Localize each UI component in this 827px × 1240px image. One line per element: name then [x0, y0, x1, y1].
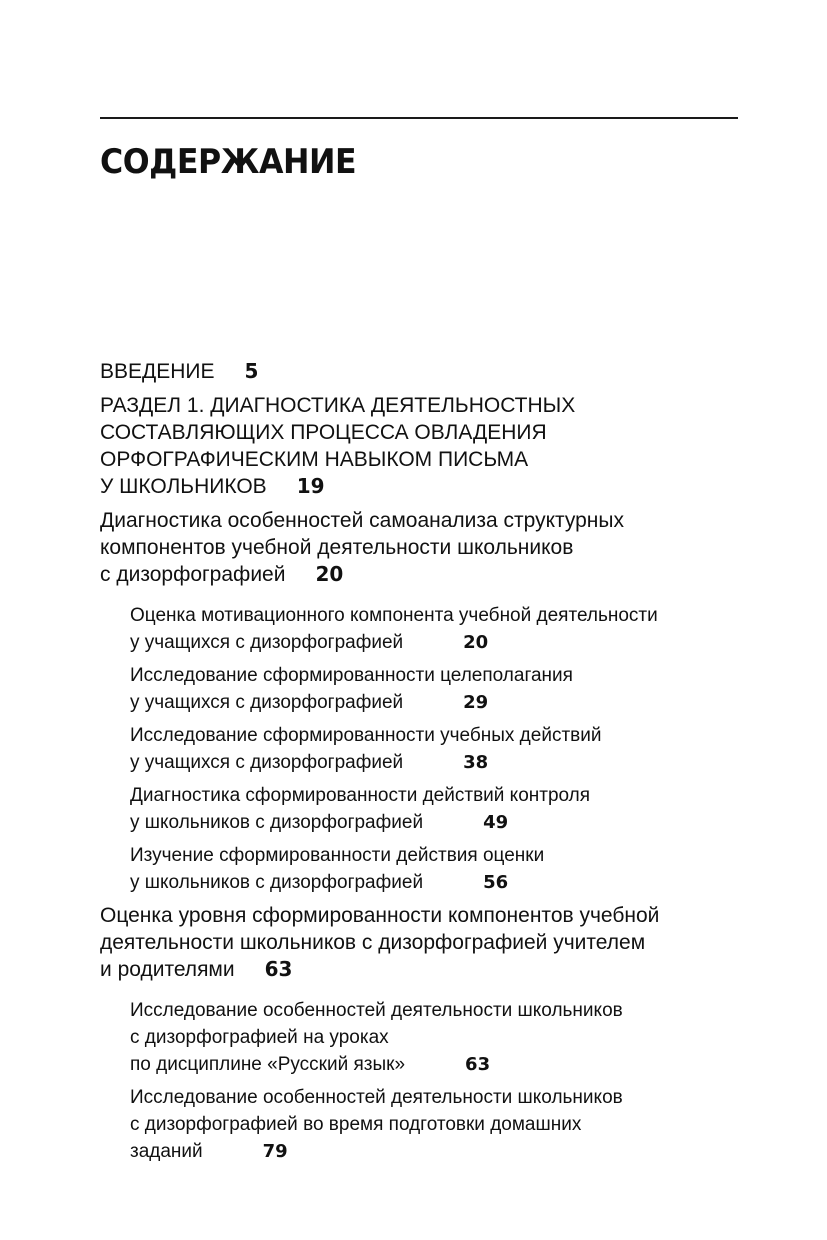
toc-entry-text: с дизорфографией	[100, 563, 286, 586]
toc-entry-text: Диагностика особенностей самоанализа структурных	[100, 509, 624, 532]
toc-entry-text: У ШКОЛЬНИКОВ	[100, 475, 267, 498]
toc-entry-line	[100, 446, 760, 473]
toc-entry-text: Исследование особенностей деятельности школьников	[130, 1087, 623, 1108]
toc-entry-line	[100, 956, 760, 983]
toc-entry-text: у школьников с дизорфографией	[130, 812, 424, 833]
toc-page-number: 20	[463, 632, 489, 653]
top-rule	[100, 117, 738, 119]
toc-entry[interactable]	[130, 1084, 760, 1165]
toc-entry-line	[130, 869, 760, 896]
toc-entry-text: Диагностика сформированности действий контроля	[130, 785, 591, 806]
toc-entry-text: ОРФОГРАФИЧЕСКИМ НАВЫКОМ ПИСЬМА	[100, 448, 529, 471]
table-of-contents	[100, 358, 760, 1171]
toc-page-number: 5	[244, 359, 259, 383]
toc-entry-line	[130, 782, 760, 809]
toc-entry-line	[130, 809, 760, 836]
toc-entry-line	[130, 1138, 760, 1165]
toc-entry-text: компонентов учебной деятельности школьников	[100, 536, 574, 559]
toc-page-number: 79	[262, 1141, 288, 1162]
toc-entry-text: Оценка мотивационного компонента учебной деятельности	[130, 605, 658, 626]
toc-entry-line	[100, 392, 760, 419]
page-title: СОДЕРЖАНИЕ	[100, 142, 357, 182]
toc-entry-text: с дизорфографией на уроках	[130, 1027, 389, 1048]
toc-entry-line	[100, 534, 760, 561]
toc-entry-text: Оценка уровня сформированности компонентов учебной	[100, 904, 660, 927]
toc-entry[interactable]	[130, 782, 760, 836]
toc-entry-line	[100, 507, 760, 534]
toc-page-number: 20	[315, 562, 344, 586]
toc-entry-text: Исследование особенностей деятельности школьников	[130, 1000, 623, 1021]
toc-page-number: 19	[296, 474, 325, 498]
toc-page-number: 29	[463, 692, 489, 713]
toc-page-number: 63	[264, 957, 293, 981]
toc-page-number: 56	[483, 872, 509, 893]
toc-entry[interactable]	[130, 602, 760, 656]
toc-page-number: 63	[465, 1054, 491, 1075]
toc-entry-line	[130, 629, 760, 656]
toc-entry-line	[130, 1024, 760, 1051]
toc-entry-line	[100, 902, 760, 929]
toc-entry-line	[130, 689, 760, 716]
toc-entry-text: у школьников с дизорфографией	[130, 872, 424, 893]
toc-entry-line	[130, 1084, 760, 1111]
toc-entry-text: ВВЕДЕНИЕ	[100, 360, 215, 383]
toc-entry-line	[130, 722, 760, 749]
toc-entry-line	[100, 358, 760, 385]
toc-entry-line	[130, 662, 760, 689]
toc-entry-line	[100, 419, 760, 446]
toc-entry-text: Исследование сформированности учебных действий	[130, 725, 602, 746]
toc-entry-line	[130, 842, 760, 869]
toc-entry[interactable]	[130, 997, 760, 1078]
toc-entry-text: заданий	[130, 1141, 203, 1162]
toc-entry[interactable]	[100, 358, 760, 385]
toc-entry[interactable]	[130, 842, 760, 896]
toc-entry-line	[130, 997, 760, 1024]
toc-entry-text: по дисциплине «Русский язык»	[130, 1054, 406, 1075]
toc-entry[interactable]	[100, 902, 760, 983]
toc-entry-text: у учащихся с дизорфографией	[130, 692, 404, 713]
toc-entry-text: у учащихся с дизорфографией	[130, 752, 404, 773]
toc-entry-line	[100, 561, 760, 588]
toc-entry-text: РАЗДЕЛ 1. ДИАГНОСТИКА ДЕЯТЕЛЬНОСТНЫХ	[100, 394, 576, 417]
toc-entry[interactable]	[100, 507, 760, 588]
toc-entry-line	[100, 929, 760, 956]
toc-entry-line	[130, 749, 760, 776]
toc-entry-text: Исследование сформированности целеполагания	[130, 665, 573, 686]
toc-page-number: 49	[483, 812, 509, 833]
toc-entry-text: у учащихся с дизорфографией	[130, 632, 404, 653]
toc-entry[interactable]	[130, 662, 760, 716]
toc-entry-text: с дизорфографией во время подготовки домашних	[130, 1114, 582, 1135]
toc-entry-text: СОСТАВЛЯЮЩИХ ПРОЦЕССА ОВЛАДЕНИЯ	[100, 421, 547, 444]
toc-entry-text: и родителями	[100, 958, 235, 981]
toc-entry-text: деятельности школьников с дизорфографией учителем	[100, 931, 646, 954]
toc-entry-text: Изучение сформированности действия оценки	[130, 845, 545, 866]
toc-entry[interactable]	[100, 392, 760, 500]
toc-page-number: 38	[463, 752, 489, 773]
toc-entry[interactable]	[130, 722, 760, 776]
toc-entry-line	[130, 602, 760, 629]
toc-entry-line	[130, 1111, 760, 1138]
toc-entry-line	[130, 1051, 760, 1078]
toc-entry-line	[100, 473, 760, 500]
